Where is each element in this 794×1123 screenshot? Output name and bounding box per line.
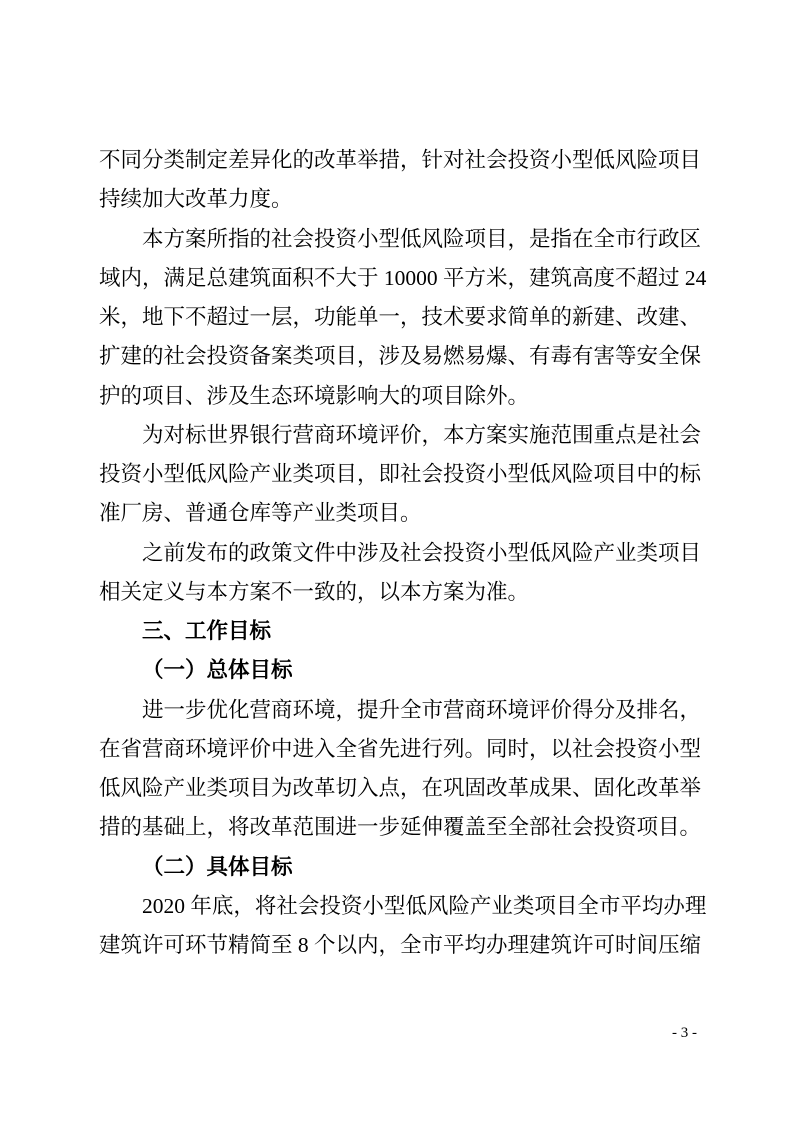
text-line: 扩建的社会投资备案类项目，涉及易燃易爆、有毒有害等安全保 [99, 344, 702, 369]
text-line: 持续加大改革力度。 [99, 187, 293, 212]
text-line: 为对标世界银行营商环境评价，本方案实施范围重点是社会 [142, 422, 702, 447]
text-line: 在省营商环境评价中进入全省先进行列。同时，以社会投资小型 [99, 736, 702, 761]
text-line: （二）具体目标 [142, 854, 293, 879]
text-line: 本方案所指的社会投资小型低风险项目，是指在全市行政区 [142, 226, 702, 251]
text-line: 进一步优化营商环境，提升全市营商环境评价得分及排名， [142, 697, 702, 722]
text-line: 低风险产业类项目为改革切入点，在巩固改革成果、固化改革举 [99, 776, 702, 800]
text-line: 不同分类制定差异化的改革举措，针对社会投资小型低风险项目 [99, 148, 702, 172]
text-line: （一）总体目标 [142, 658, 293, 683]
page-number: - 3 - [672, 1025, 697, 1041]
text-line: 之前发布的政策文件中涉及社会投资小型低风险产业类项目 [142, 540, 702, 565]
text-line: 准厂房、普通仓库等产业类项目。 [99, 501, 422, 526]
text-line: 域内，满足总建筑面积不大于 10000 平方米，建筑高度不超过 24 [99, 265, 707, 290]
text-line: 护的项目、涉及生态环境影响大的项目除外。 [99, 383, 530, 408]
text-block [99, 141, 715, 965]
text-line: 措的基础上，将改革范围进一步延伸覆盖至全部社会投资项目。 [99, 815, 702, 840]
text-line: 三、工作目标 [142, 619, 272, 643]
text-line: 相关定义与本方案不一致的，以本方案为准。 [99, 579, 530, 604]
text-line: 米，地下不超过一层，功能单一，技术要求简单的新建、改建、 [99, 305, 702, 329]
text-line: 投资小型低风险产业类项目，即社会投资小型低风险项目中的标 [99, 462, 702, 486]
text-line: 2020 年底，将社会投资小型低风险产业类项目全市平均办理 [142, 893, 707, 918]
text-line: 建筑许可环节精简至 8 个以内，全市平均办理建筑许可时间压缩 [99, 933, 702, 957]
